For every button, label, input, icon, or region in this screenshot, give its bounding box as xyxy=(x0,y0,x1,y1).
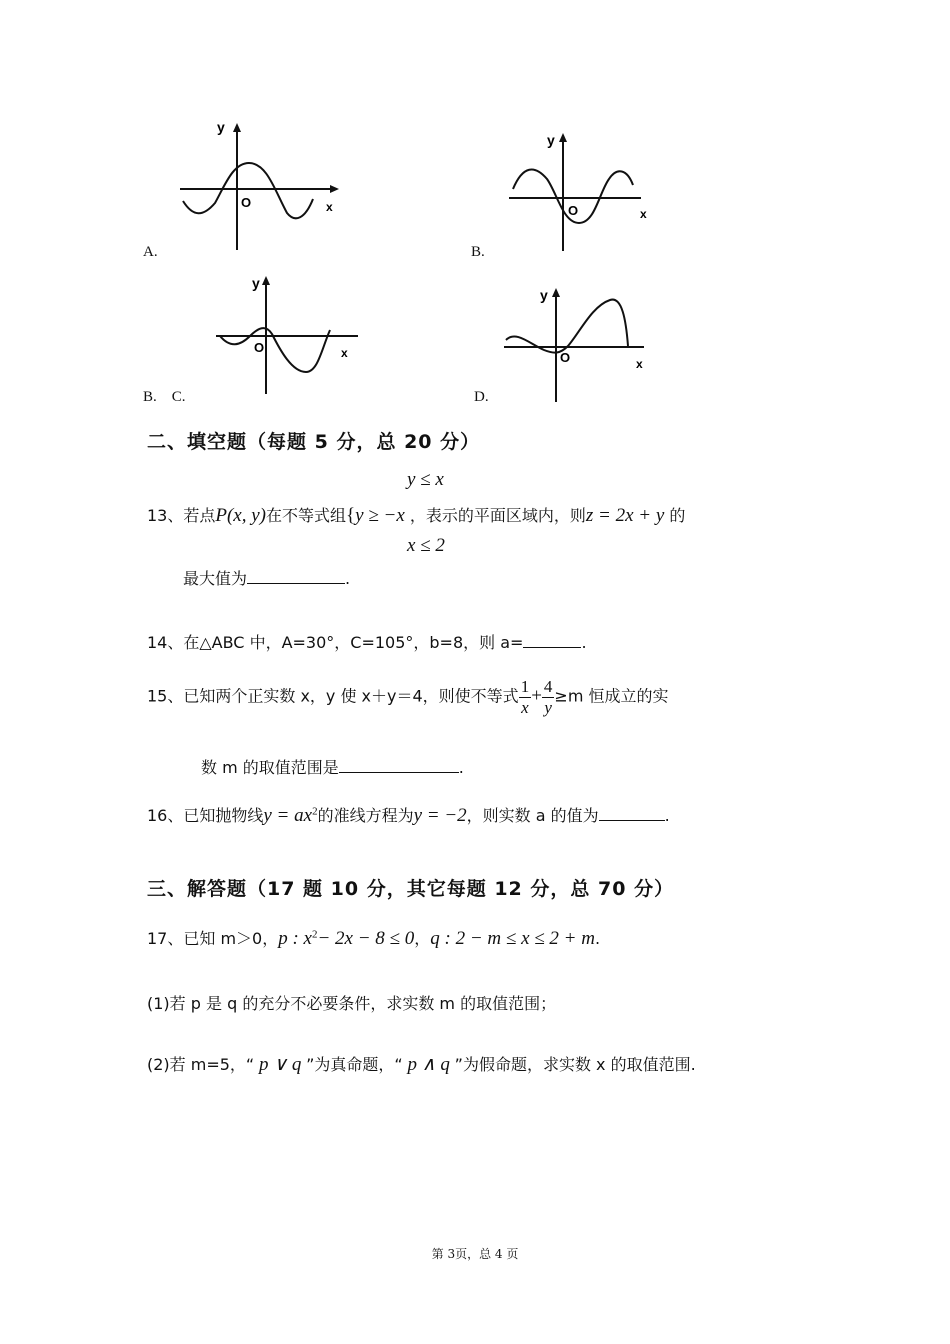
origin-label: O xyxy=(560,350,571,365)
q13-mid-text: 在不等式组 xyxy=(266,506,347,525)
q13-end: . xyxy=(345,569,351,588)
q13-system-line-2: y ≥ −x xyxy=(355,505,405,526)
q15-number: 15、已知两个正实数 x，y 使 x＋y＝4，则使不等式 xyxy=(147,686,519,706)
option-c-label: C. xyxy=(171,389,186,405)
q16-superscript: 2 xyxy=(312,805,318,818)
x-axis-label: x xyxy=(640,207,647,221)
q14-text: 14、在△ABC 中，A=30°，C=105°，b=8，则 a= xyxy=(147,633,524,652)
section-3-title: 三、解答题（17 题 10 分，其它每题 12 分，总 70 分） xyxy=(147,878,675,900)
q15-fraction-1 xyxy=(519,677,532,717)
option-d-label: D. xyxy=(474,389,489,405)
q14-answer-blank[interactable] xyxy=(523,633,581,648)
question-13 xyxy=(147,503,685,527)
x-axis-label: x xyxy=(636,357,643,371)
q15-plus: + xyxy=(531,685,542,707)
question-13-line-2 xyxy=(183,566,350,589)
question-14 xyxy=(147,630,587,653)
origin-label: O xyxy=(254,340,265,355)
q15-fraction-2 xyxy=(542,677,555,717)
q17-separator: ， xyxy=(414,929,431,948)
x-axis-label: x xyxy=(341,346,348,360)
q17-p-superscript: 2 xyxy=(311,928,318,941)
q13-expression: z = 2x + y xyxy=(585,505,665,526)
y-axis-label: y xyxy=(540,287,548,303)
origin-label: O xyxy=(568,203,579,218)
graph-b xyxy=(505,125,665,255)
question-16 xyxy=(147,803,670,827)
q14-end: . xyxy=(581,633,587,652)
y-axis-label: y xyxy=(252,275,260,291)
origin-label: O xyxy=(241,195,252,210)
q16-after-text: ，则实数 a 的值为 xyxy=(466,806,599,825)
page-footer: 第 3页，总 4 页 xyxy=(431,1247,519,1261)
option-b-label: B. xyxy=(471,244,485,260)
graph-a xyxy=(175,115,345,255)
q13-line2-text: 最大值为 xyxy=(183,569,248,588)
q17-end: . xyxy=(594,929,601,948)
q13-answer-blank[interactable] xyxy=(247,569,345,584)
q15-answer-blank[interactable] xyxy=(339,758,459,773)
q17-part2-a: (2)若 m=5，“ xyxy=(147,1055,255,1074)
q15-line2-text: 数 m 的取值范围是 xyxy=(201,758,339,777)
q15-f1-numerator: 1 xyxy=(520,677,530,696)
graph-c xyxy=(210,268,370,398)
graph-d xyxy=(500,280,660,405)
q15-end: . xyxy=(458,758,464,777)
q15-f2-numerator: 4 xyxy=(543,677,553,696)
q13-brace: { xyxy=(346,505,356,526)
option-a-label: A. xyxy=(143,244,158,260)
question-17 xyxy=(147,926,600,950)
section-2-title: 二、填空题（每题 5 分，总 20 分） xyxy=(147,431,481,453)
x-axis-label: x xyxy=(326,200,333,214)
option-b-prefix: B. xyxy=(143,389,157,405)
question-15-line-2 xyxy=(201,755,464,778)
q16-number: 16、已知抛物线 xyxy=(147,806,264,825)
y-axis-label: y xyxy=(217,119,225,135)
q17-p-rest: − 2x − 8 ≤ 0 xyxy=(317,928,415,949)
q17-p-and-q: p ∧ q xyxy=(402,1054,455,1075)
option-c-label-row xyxy=(143,389,186,406)
q15-f1-denominator: x xyxy=(521,697,529,717)
q17-p: p : x xyxy=(278,928,312,949)
question-15 xyxy=(147,677,669,717)
q16-end: . xyxy=(664,806,670,825)
q17-part-1: (1)若 p 是 q 的充分不必要条件，求实数 m 的取值范围； xyxy=(147,994,557,1013)
q17-part2-b: ”为真命题，“ xyxy=(306,1055,403,1074)
q13-point: P(x, y) xyxy=(215,505,267,526)
q17-number: 17、已知 m＞0， xyxy=(147,929,279,948)
q16-answer-blank[interactable] xyxy=(599,806,665,821)
q13-system-line-3: x ≤ 2 xyxy=(407,535,445,556)
q13-system-line-1: y ≤ x xyxy=(407,469,444,490)
q13-number: 13、若点 xyxy=(147,506,216,525)
q17-q: q : 2 − m ≤ x ≤ 2 + m xyxy=(430,928,595,949)
q16-equation: y = ax xyxy=(263,805,313,826)
q13-tail-text: 的 xyxy=(669,506,686,525)
q17-p-or-q: p ∨ q xyxy=(254,1054,307,1075)
q15-f2-denominator: y xyxy=(544,697,552,717)
q17-part-2 xyxy=(147,1052,696,1076)
q16-directrix: y = −2 xyxy=(413,805,467,826)
q13-after-text: ，表示的平面区域内，则 xyxy=(409,506,586,525)
q15-after-text: ≥m 恒成立的实 xyxy=(554,686,669,706)
y-axis-label: y xyxy=(547,132,555,148)
q17-part2-c: ”为假命题，求实数 x 的取值范围. xyxy=(454,1055,696,1074)
q16-mid-text: 的准线方程为 xyxy=(317,806,414,825)
